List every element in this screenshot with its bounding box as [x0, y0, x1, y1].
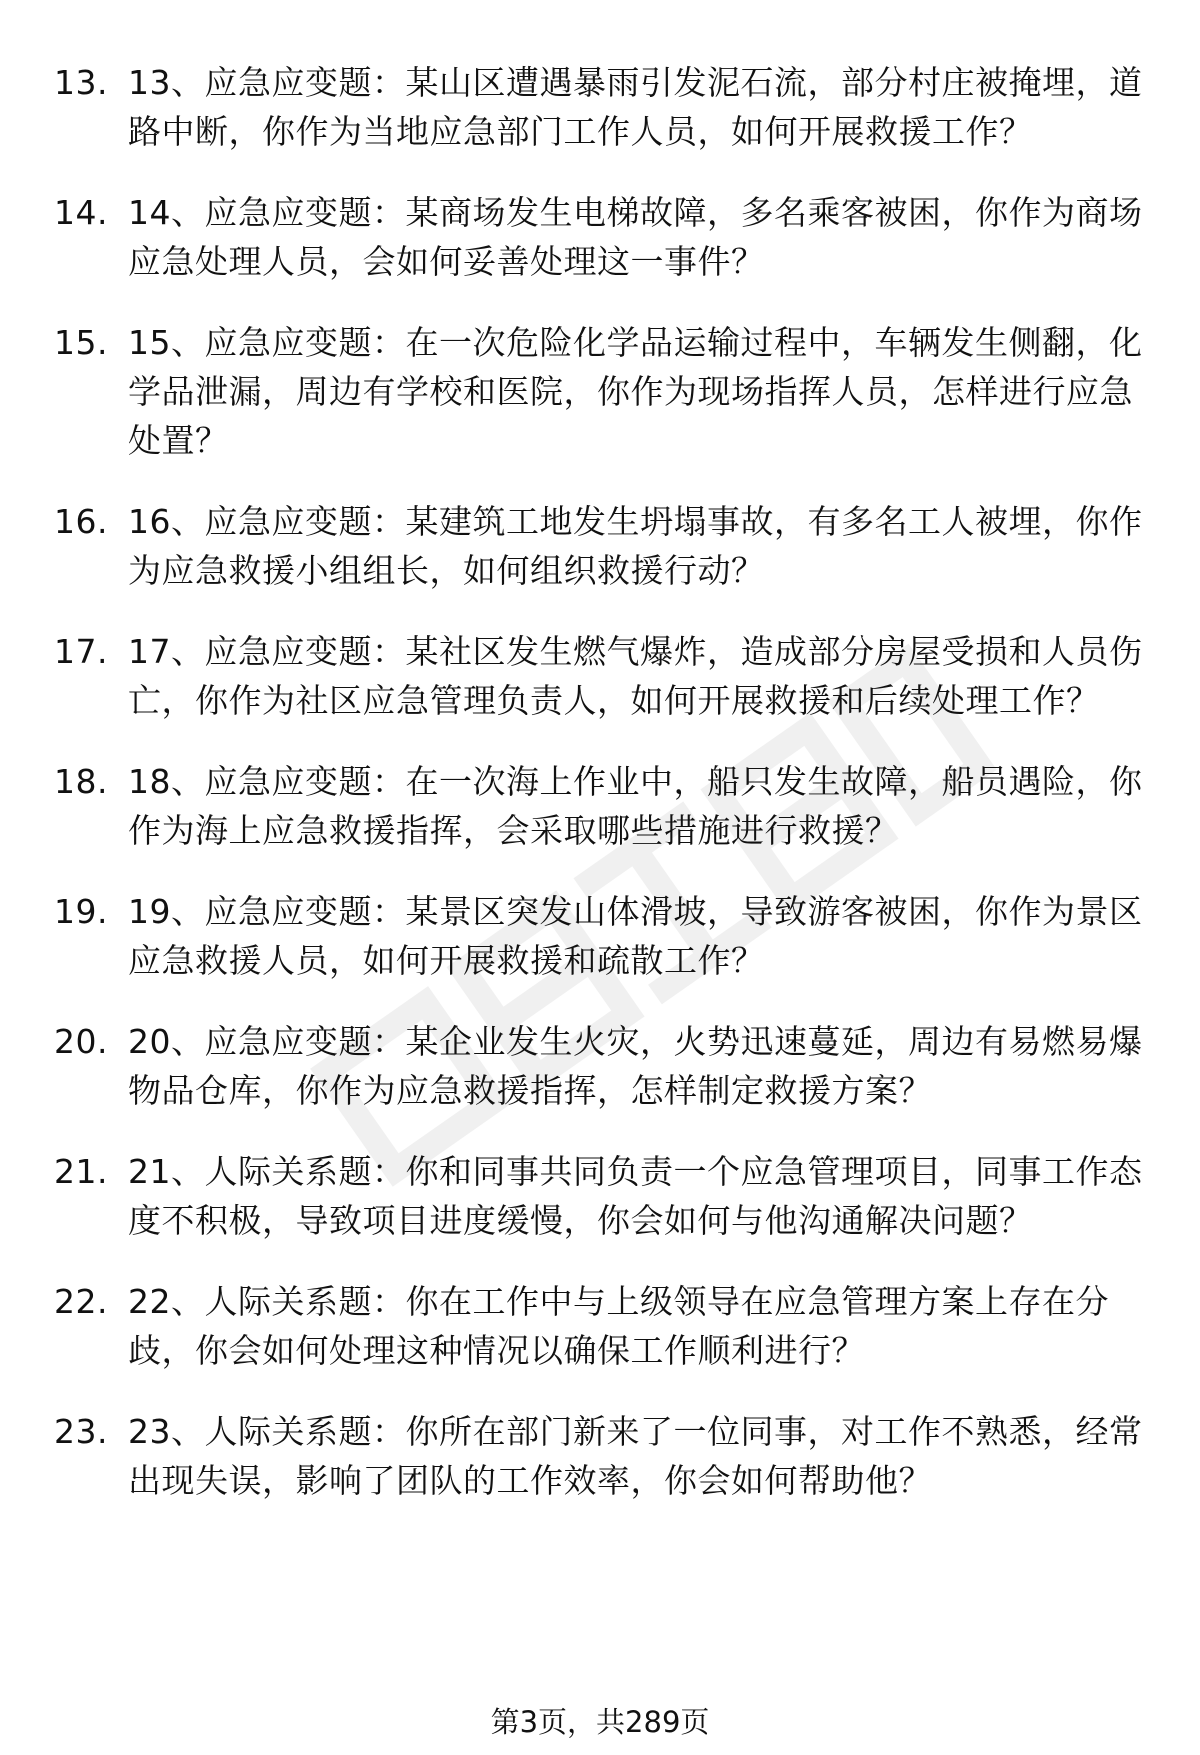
- question-number: 15.: [54, 323, 108, 362]
- question-item: [0, 1407, 1200, 1505]
- question-number: 17.: [54, 632, 108, 671]
- question-number: 21.: [54, 1152, 108, 1191]
- question-text: 20、应急应变题：某企业发生火灾，火势迅速蔓延，周边有易燃易爆物品仓库，你作为应急救援指挥，怎样制定救援方案？: [128, 1022, 1143, 1110]
- question-number: 16.: [54, 502, 108, 541]
- question-item: [0, 1147, 1200, 1245]
- question-text: 19、应急应变题：某景区突发山体滑坡，导致游客被困，你作为景区应急救援人员，如何开展救援和疏散工作？: [128, 892, 1143, 980]
- question-number: 23.: [54, 1412, 108, 1451]
- question-item: [0, 1277, 1200, 1375]
- question-item: [0, 757, 1200, 855]
- question-list: [0, 58, 1200, 1537]
- question-number: 14.: [54, 193, 108, 232]
- question-number: 18.: [54, 762, 108, 801]
- question-item: [0, 58, 1200, 156]
- question-number: 22.: [54, 1282, 108, 1321]
- question-item: [0, 188, 1200, 286]
- question-number: 13.: [54, 63, 108, 102]
- question-text: 14、应急应变题：某商场发生电梯故障，多名乘客被困，你作为商场应急处理人员，会如何妥善处理这一事件？: [128, 193, 1143, 281]
- question-item: [0, 627, 1200, 725]
- question-text: 21、人际关系题：你和同事共同负责一个应急管理项目，同事工作态度不积极，导致项目进度缓慢，你会如何与他沟通解决问题？: [128, 1152, 1143, 1240]
- question-item: [0, 1017, 1200, 1115]
- question-text: 22、人际关系题：你在工作中与上级领导在应急管理方案上存在分歧，你会如何处理这种情况以确保工作顺利进行？: [128, 1282, 1109, 1370]
- question-text: 23、人际关系题：你所在部门新来了一位同事，对工作不熟悉，经常出现失误，影响了团队的工作效率，你会如何帮助他？: [128, 1412, 1143, 1500]
- question-text: 18、应急应变题：在一次海上作业中，船只发生故障，船员遇险，你作为海上应急救援指挥，会采取哪些措施进行救援？: [128, 762, 1143, 850]
- question-item: [0, 318, 1200, 465]
- question-number: 20.: [54, 1022, 108, 1061]
- question-item: [0, 887, 1200, 985]
- question-item: [0, 497, 1200, 595]
- page-number-footer: 第3页，共289页: [490, 1705, 710, 1739]
- question-text: 15、应急应变题：在一次危险化学品运输过程中，车辆发生侧翻，化学品泄漏，周边有学校和医院，你作为现场指挥人员，怎样进行应急处置？: [128, 323, 1143, 460]
- question-text: 17、应急应变题：某社区发生燃气爆炸，造成部分房屋受损和人员伤亡，你作为社区应急管理负责人，如何开展救援和后续处理工作？: [128, 632, 1143, 720]
- question-number: 19.: [54, 892, 108, 931]
- question-text: 16、应急应变题：某建筑工地发生坍塌事故，有多名工人被埋，你作为应急救援小组组长，如何组织救援行动？: [128, 502, 1143, 590]
- question-text: 13、应急应变题：某山区遭遇暴雨引发泥石流，部分村庄被掩埋，道路中断，你作为当地应急部门工作人员，如何开展救援工作？: [128, 63, 1143, 151]
